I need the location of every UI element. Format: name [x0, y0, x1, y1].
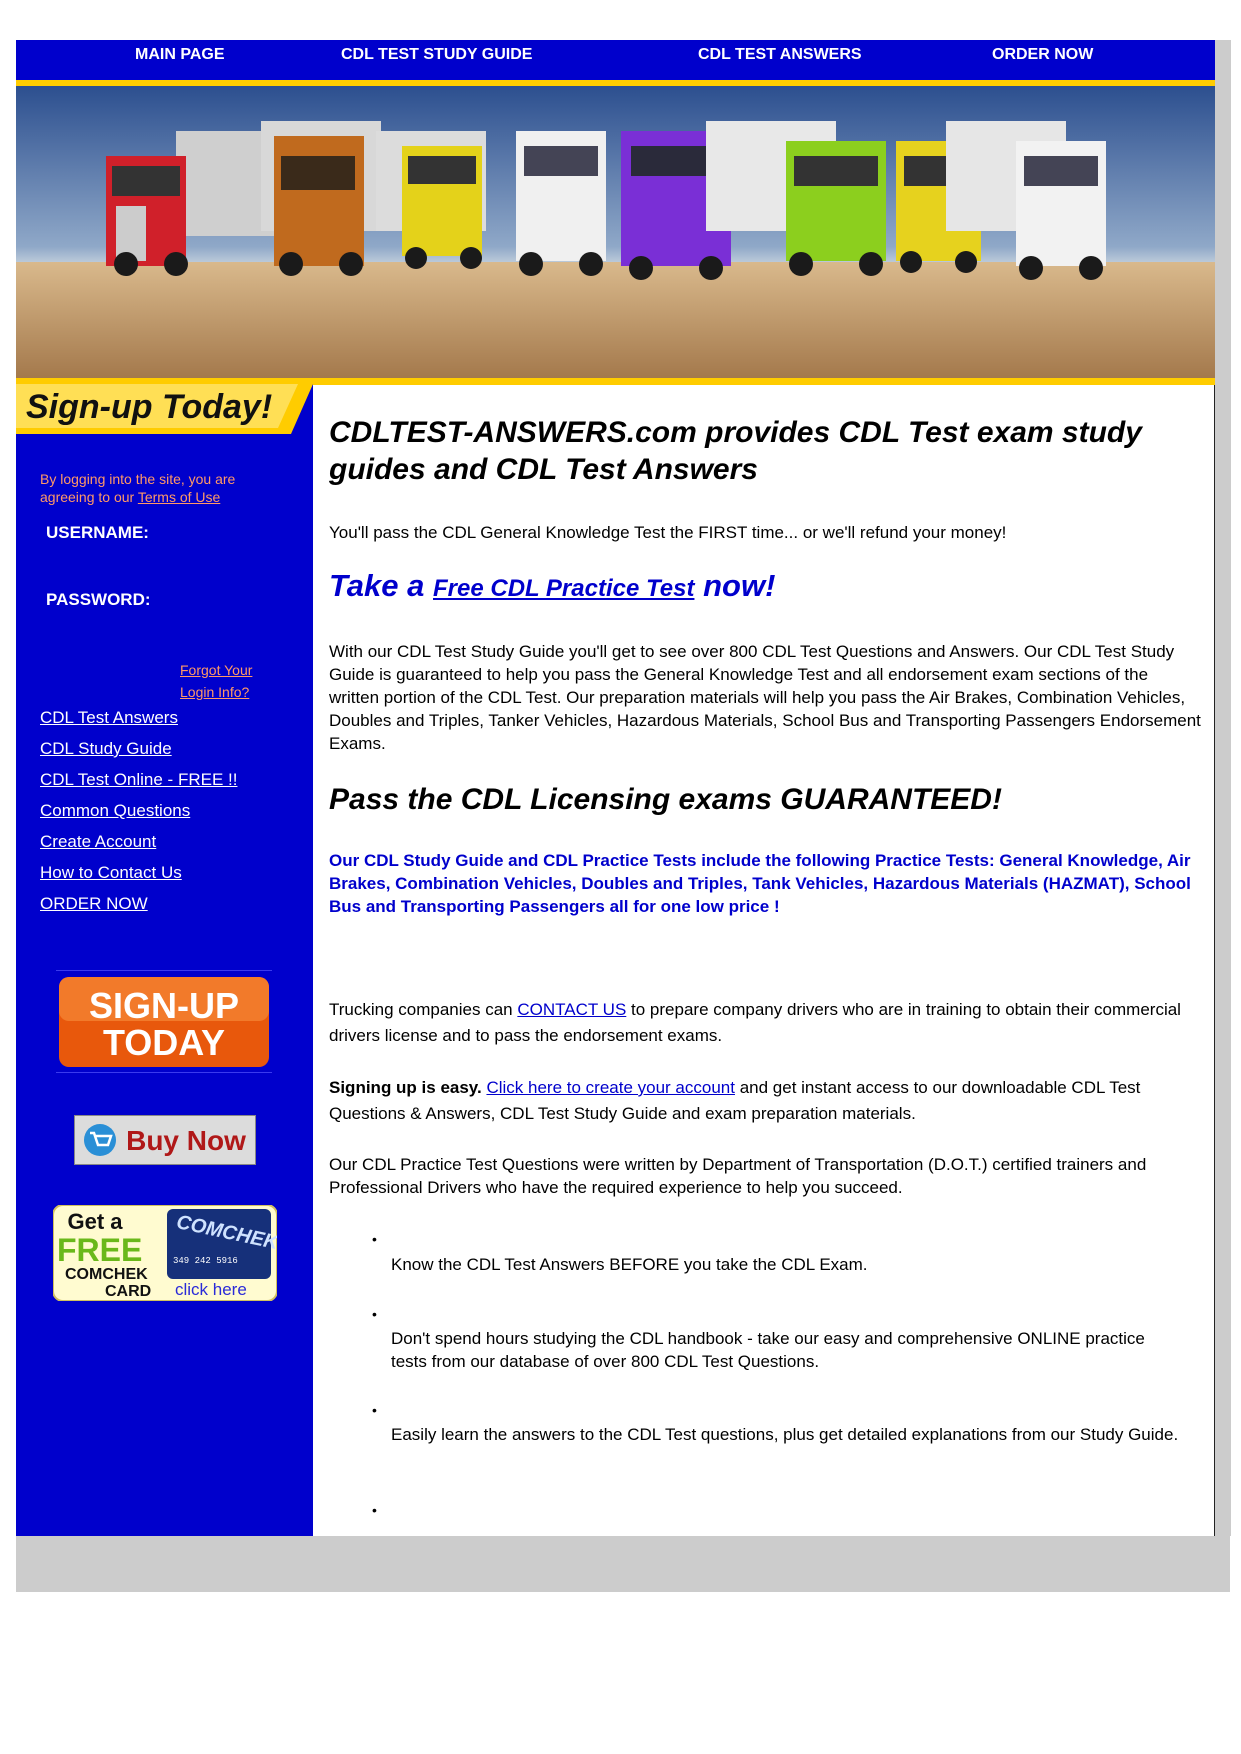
- svg-text:Buy Now: Buy Now: [126, 1125, 246, 1156]
- sidebar-link-create-account[interactable]: Create Account: [40, 832, 157, 851]
- written-by-paragraph: Our CDL Practice Test Questions were written by Department of Transportation (D.O.T.) certified trainers and Professional Drivers who have the required experience to help you succeed.: [329, 1155, 1147, 1197]
- sidebar-link-cdl-test-answers[interactable]: CDL Test Answers: [40, 708, 178, 727]
- page-title: CDLTEST-ANSWERS.com provides CDL Test exam study guides and CDL Test Answers: [329, 416, 1142, 486]
- sidebar-link-common-questions[interactable]: Common Questions: [40, 801, 191, 820]
- practice-suffix: now!: [703, 568, 776, 603]
- signup-today-button[interactable]: [56, 970, 272, 1073]
- svg-text:TODAY: TODAY: [102, 1022, 226, 1063]
- svg-text:SIGN-UP: SIGN-UP: [88, 985, 240, 1026]
- trucks-banner-image: [16, 86, 1215, 378]
- bullet-marker: •: [372, 1231, 377, 1247]
- nav-order-now[interactable]: ORDER NOW: [992, 46, 1094, 63]
- sidebar-link-order-now[interactable]: ORDER NOW: [40, 894, 148, 913]
- practice-prefix: Take a: [329, 568, 425, 603]
- forgot-login-link-line1[interactable]: Forgot Your: [180, 662, 253, 678]
- study-guide-paragraph: With our CDL Test Study Guide you'll get to see over 800 CDL Test Questions and Answers. Our CDL Test Study Guide is guaranteed to help you pass the General Knowledge Test and all endorsement exam sections of the written portion of the CDL Test. Our preparation materials will help you pass the Air Brakes, Combination Vehicles, Doubles and Triples, Tanker Vehicles, Hazardous Materials, School Bus and Transporting Passengers Endorsement Exams.: [329, 642, 1201, 753]
- nav-test-answers[interactable]: CDL TEST ANSWERS: [698, 46, 862, 63]
- list-item: Easily learn the answers to the CDL Test questions, plus get detailed explanations from our Study Guide.: [391, 1425, 1179, 1444]
- free-practice-test-callout: [329, 568, 1201, 604]
- page-shadow-right: [1215, 40, 1231, 1536]
- trucking-companies-paragraph: [329, 997, 1201, 1049]
- svg-text:Sign-up Today!: Sign-up Today!: [26, 388, 273, 426]
- trucking-prefix: Trucking companies can: [329, 1000, 513, 1019]
- signup-suffix: and get instant access to our downloadable CDL Test Questions & Answers, CDL Test Study Guide and exam preparation materials.: [329, 1078, 1141, 1123]
- svg-text:COMCHEK: COMCHEK: [174, 1211, 277, 1255]
- signup-today-heading: [16, 384, 313, 434]
- refund-guarantee-text: You'll pass the CDL General Knowledge Test the FIRST time... or we'll refund your money!: [329, 523, 1007, 542]
- username-label: USERNAME:: [46, 523, 149, 542]
- password-label: PASSWORD:: [46, 590, 151, 609]
- forgot-login-link-line2[interactable]: Login Info?: [180, 684, 250, 700]
- sidebar-link-contact-us[interactable]: How to Contact Us: [40, 863, 182, 882]
- svg-text:349 242 5916: 349 242 5916: [173, 1256, 238, 1266]
- free-comchek-card-link[interactable]: [53, 1205, 277, 1301]
- list-item: Know the CDL Test Answers BEFORE you take the CDL Exam.: [391, 1255, 868, 1274]
- svg-text:COMCHEK: COMCHEK: [65, 1266, 148, 1283]
- free-practice-test-link[interactable]: Free CDL Practice Test: [433, 575, 695, 602]
- signing-up-paragraph: [329, 1075, 1201, 1127]
- page-footer-bar: [16, 1536, 1230, 1592]
- bullet-marker: •: [372, 1502, 377, 1518]
- guarantee-heading: Pass the CDL Licensing exams GUARANTEED!: [329, 783, 1002, 816]
- contact-us-link[interactable]: CONTACT US: [517, 1000, 627, 1019]
- bullet-marker: •: [372, 1402, 377, 1418]
- signup-bold: Signing up is easy.: [329, 1078, 482, 1097]
- trucking-suffix: to prepare company drivers who are in training to obtain their commercial drivers license and to pass the endorsement exams.: [329, 1000, 1181, 1045]
- nav-main-page[interactable]: MAIN PAGE: [135, 46, 225, 63]
- svg-text:CARD: CARD: [105, 1283, 152, 1300]
- svg-text:Get a: Get a: [67, 1209, 123, 1234]
- practice-tests-included-paragraph: Our CDL Study Guide and CDL Practice Tests include the following Practice Tests: General Knowledge, Air Brakes, Combination Vehicles, Doubles and Triples, Tank Vehicles, Hazardous Materials (HAZMAT), School Bus and Transporting Passengers all for one low price !: [329, 851, 1191, 916]
- create-account-link[interactable]: Click here to create your account: [486, 1078, 735, 1097]
- content-border: [1214, 384, 1215, 1536]
- bullet-marker: •: [372, 1306, 377, 1322]
- sidebar: [16, 384, 313, 1536]
- list-item: Don't spend hours studying the CDL handbook - take our easy and comprehensive ONLINE practice tests from our database of over 800 CDL Test Questions.: [391, 1329, 1145, 1371]
- terms-of-use-link[interactable]: Terms of Use: [137, 489, 221, 505]
- terms-notice: [40, 470, 280, 506]
- sidebar-link-cdl-test-online[interactable]: CDL Test Online - FREE !!: [40, 770, 238, 789]
- sidebar-link-cdl-study-guide[interactable]: CDL Study Guide: [40, 739, 172, 758]
- terms-notice-text: By logging into the site, you are agreeing to our: [40, 471, 236, 505]
- svg-text:click here: click here: [175, 1280, 247, 1299]
- buy-now-button[interactable]: [74, 1115, 256, 1165]
- nav-study-guide[interactable]: CDL TEST STUDY GUIDE: [341, 46, 533, 63]
- svg-text:FREE: FREE: [57, 1232, 143, 1268]
